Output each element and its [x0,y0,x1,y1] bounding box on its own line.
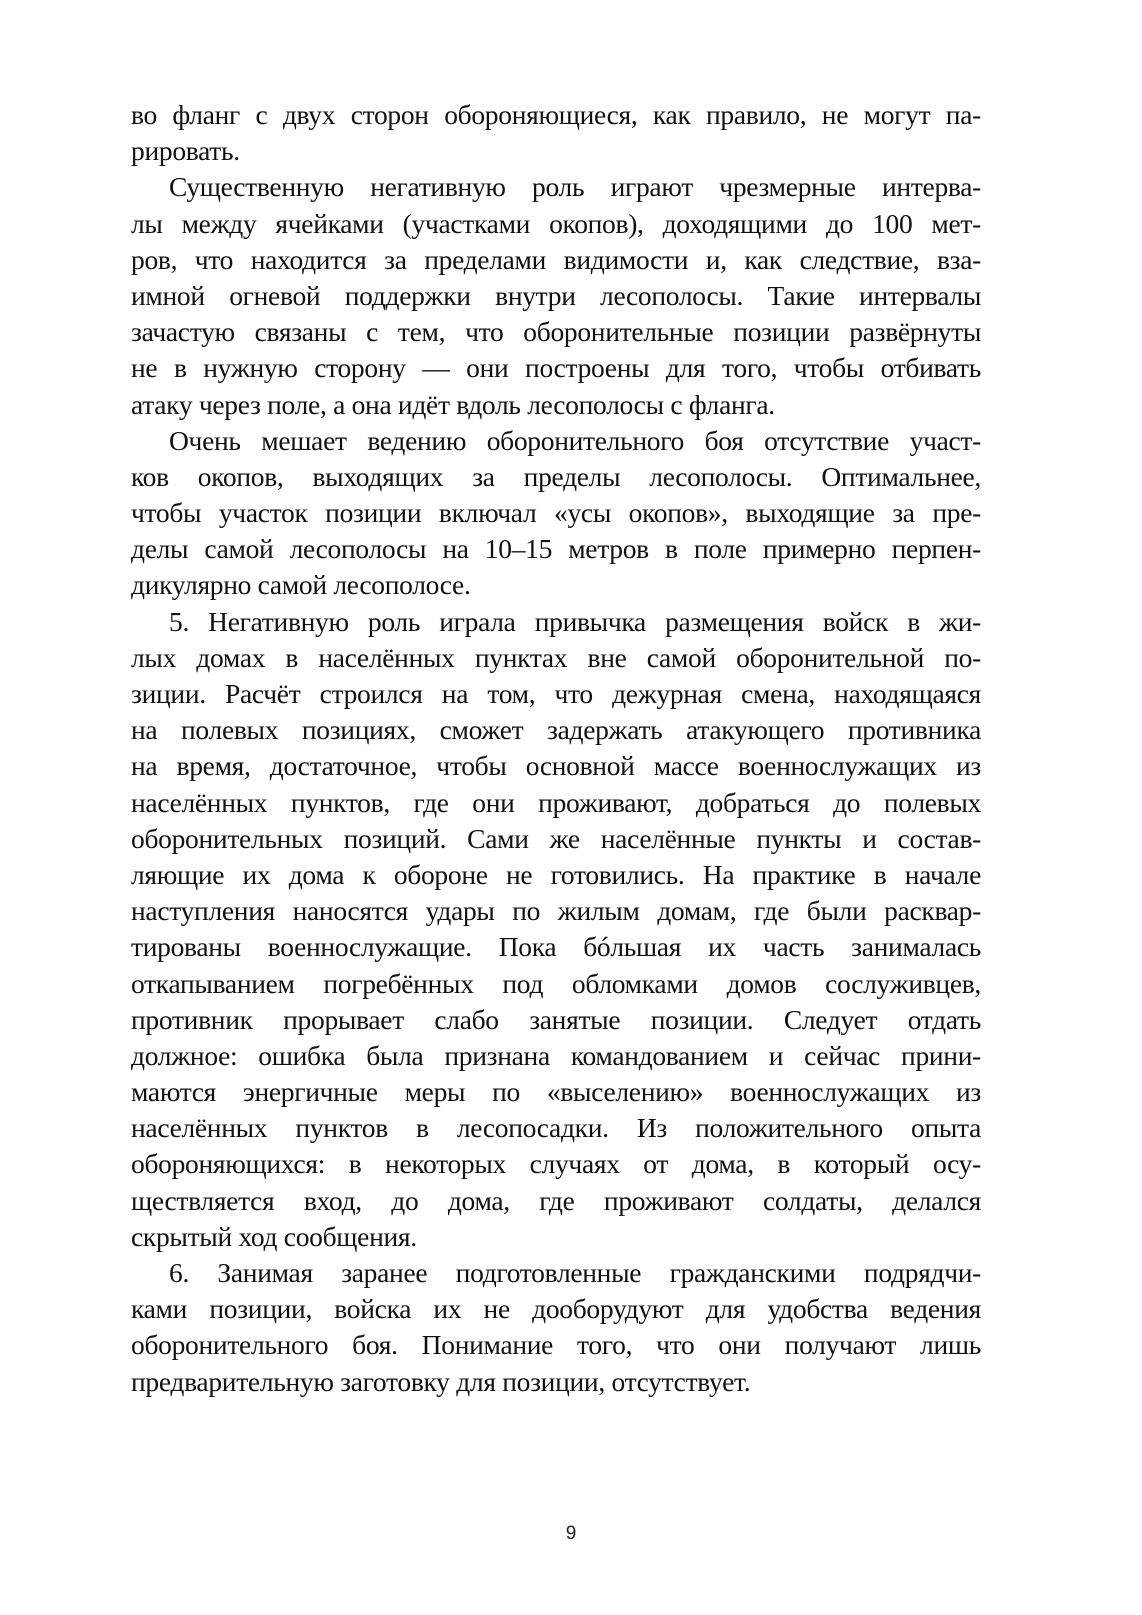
text-line: наступления наносятся удары по жилым домам, где были расквар- [131,895,981,927]
text-line: населённых пунктов в лесопосадки. Из положительного опыта [131,1112,981,1144]
text-line: должное: ошибка была признана командованием и сейчас прини- [131,1039,981,1071]
page-body [131,97,981,1400]
text-line: зачастую связаны с тем, что оборонительные позиции развёрнуты [131,316,981,348]
text-line: тированы военнослужащие. Пока бóльшая их часть занималась [131,931,981,963]
text-line: ками позиции, войска их не дооборудуют для удобства ведения [131,1293,981,1325]
text-line: обороняющихся: в некоторых случаях от дома, в который осу- [131,1148,981,1180]
text-line: оборонительных позиций. Сами же населённые пункты и состав- [131,822,981,854]
text-line: атаку через поле, а она идёт вдоль лесополосы с фланга. [131,388,775,420]
text-line: противник прорывает слабо занятые позиции. Следует отдать [131,1003,981,1035]
text-line: зиции. Расчёт строился на том, что дежурная смена, находящаяся [131,678,981,709]
text-line: ров, что находится за пределами видимости и, как следствие, вза- [131,243,981,275]
page-number: 9 [565,1523,577,1544]
text-line: 5. Негативную роль играла привычка размещения войск в жи- [169,605,981,637]
text-line: ков окопов, выходящих за пределы лесополосы. Оптимальнее, [131,460,981,492]
text-line: ществляется вход, до дома, где проживают солдаты, делался [131,1184,981,1216]
text-line: не в нужную сторону — они построены для того, чтобы отбивать [131,352,981,384]
text-line: делы самой лесополосы на 10–15 метров в поле примерно перпен- [131,533,981,565]
text-line: во фланг с двух сторон обороняющиеся, как правило, не могут па- [131,99,981,130]
text-line: оборонительного боя. Понимание того, что они получают лишь [131,1329,981,1361]
text-line: лы между ячейками (участками окопов), доходящими до 100 мет- [131,207,981,239]
text-line: чтобы участок позиции включал «усы окопов», выходящие за пре- [131,497,981,529]
text-line: на время, достаточное, чтобы основной массе военнослужащих из [131,750,981,782]
paragraph [131,1255,981,1400]
text-line: на полевых позициях, сможет задержать атакующего противника [131,714,981,746]
text-line: маются энергичные меры по «выселению» военнослужащих из [131,1076,981,1108]
paragraph [131,169,981,422]
text-line: имной огневой поддержки внутри лесополосы. Такие интервалы [131,279,981,311]
text-line: Очень мешает ведению оборонительного боя отсутствие участ- [169,424,981,456]
paragraph [131,604,981,1255]
text-line: лых домах в населённых пунктах вне самой оборонительной по- [131,641,981,673]
text-line: 6. Занимая заранее подготовленные гражданскими подрядчи- [169,1257,981,1288]
text-line: откапыванием погребённых под обломками домов сослуживцев, [131,967,981,999]
text-line: предварительную заготовку для позиции, отсутствует. [131,1365,751,1397]
paragraph [131,423,981,604]
text-line: рировать. [131,135,240,167]
text-line: дикулярно самой лесополосе. [131,569,471,601]
text-line: скрытый ход сообщения. [131,1220,417,1252]
text-line: населённых пунктов, где они проживают, добраться до полевых [131,786,981,818]
text-line: Существенную негативную роль играют чрезмерные интерва- [169,171,981,203]
paragraph [131,97,981,169]
text-line: ляющие их дома к обороне не готовились. На практике в начале [131,858,981,890]
